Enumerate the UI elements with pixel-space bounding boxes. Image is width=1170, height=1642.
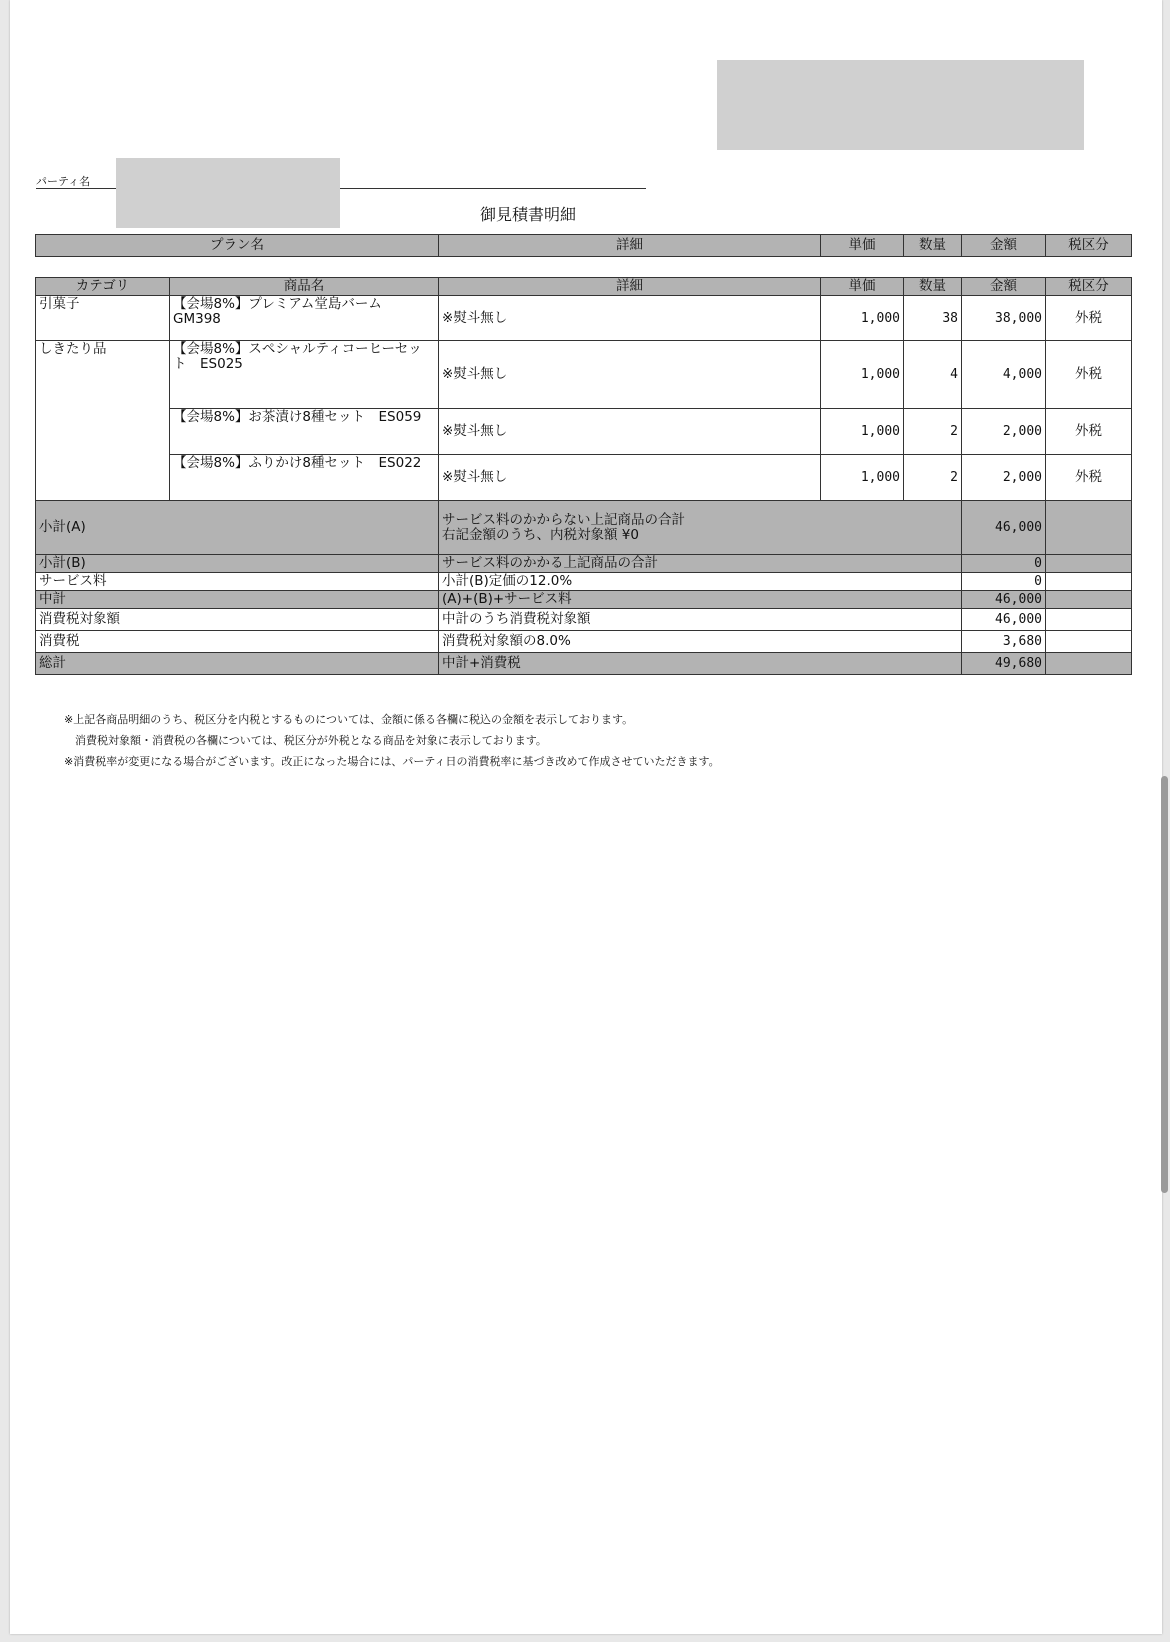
document-page: [10, 0, 1162, 1634]
summary-detail: 消費税対象額の8.0%: [439, 631, 962, 653]
summary-amount: 0: [962, 555, 1046, 573]
row-unit-price: 1,000: [821, 409, 904, 455]
row-qty: 2: [904, 409, 962, 455]
summary-tax-cell: [1046, 609, 1132, 631]
summary-row-midtotal: [36, 591, 1132, 609]
footnote: ※消費税率が変更になる場合がございます。改正になった場合には、パーティ日の消費税率に基づき改めて作成させていただきます。: [64, 755, 720, 768]
footnote: ※上記各商品明細のうち、税区分を内税とするものについては、金額に係る各欄に税込の金額を表示しております。: [64, 713, 634, 726]
row-unit-price: 1,000: [821, 296, 904, 341]
summary-amount: 3,680: [962, 631, 1046, 653]
table-row: [36, 409, 1132, 455]
summary-amount: 46,000: [962, 609, 1046, 631]
row-unit-price: 1,000: [821, 341, 904, 409]
item-header-tax: 税区分: [1046, 278, 1132, 296]
summary-amount: 0: [962, 573, 1046, 591]
summary-label: 小計(B): [36, 555, 439, 573]
row-tax-type: 外税: [1046, 455, 1132, 501]
summary-detail: [439, 501, 962, 555]
plan-header-amount: 金額: [962, 235, 1046, 257]
summary-row-taxable: [36, 609, 1132, 631]
summary-tax-cell: [1046, 631, 1132, 653]
summary-tax-cell: [1046, 573, 1132, 591]
summary-label: 消費税: [36, 631, 439, 653]
summary-label: サービス料: [36, 573, 439, 591]
summary-detail: (A)+(B)+サービス料: [439, 591, 962, 609]
plan-table: [35, 234, 1132, 257]
item-header-qty: 数量: [904, 278, 962, 296]
summary-row-total: [36, 653, 1132, 675]
vertical-scrollbar[interactable]: [1161, 776, 1168, 1193]
row-amount: 2,000: [962, 409, 1046, 455]
row-item-name: 【会場8%】お茶漬け8種セット ES059: [170, 409, 439, 455]
row-amount: 4,000: [962, 341, 1046, 409]
summary-tax-cell: [1046, 501, 1132, 555]
row-unit-price: 1,000: [821, 455, 904, 501]
row-qty: 2: [904, 455, 962, 501]
row-item-name: 【会場8%】スペシャルティコーヒーセット ES025: [170, 341, 439, 409]
summary-row-subtotal-a: [36, 501, 1132, 555]
summary-tax-cell: [1046, 591, 1132, 609]
item-header-category: カテゴリ: [36, 278, 170, 296]
table-row: [36, 341, 1132, 409]
document-title: 御見積書明細: [480, 205, 577, 224]
summary-amount: 46,000: [962, 501, 1046, 555]
summary-label: 消費税対象額: [36, 609, 439, 631]
row-category: 引菓子: [36, 296, 170, 341]
summary-tax-cell: [1046, 653, 1132, 675]
row-tax-type: 外税: [1046, 341, 1132, 409]
row-amount: 2,000: [962, 455, 1046, 501]
row-detail: ※熨斗無し: [439, 409, 821, 455]
redacted-party-name: [116, 158, 340, 228]
summary-amount: 49,680: [962, 653, 1046, 675]
plan-header-qty: 数量: [904, 235, 962, 257]
summary-label: 総計: [36, 653, 439, 675]
row-item-name: 【会場8%】ふりかけ8種セット ES022: [170, 455, 439, 501]
row-tax-type: 外税: [1046, 409, 1132, 455]
row-qty: 38: [904, 296, 962, 341]
table-row: [36, 296, 1132, 341]
summary-label: 小計(A): [36, 501, 439, 555]
item-header-amount: 金額: [962, 278, 1046, 296]
plan-header-detail: 詳細: [439, 235, 821, 257]
row-amount: 38,000: [962, 296, 1046, 341]
footnotes: [64, 709, 720, 772]
plan-header-tax: 税区分: [1046, 235, 1132, 257]
item-header-name: 商品名: [170, 278, 439, 296]
plan-header-unit-price: 単価: [821, 235, 904, 257]
row-category: しきたり品: [36, 341, 170, 501]
item-header-unit-price: 単価: [821, 278, 904, 296]
row-detail: ※熨斗無し: [439, 455, 821, 501]
summary-detail: サービス料のかかる上記商品の合計: [439, 555, 962, 573]
item-table: [35, 277, 1132, 675]
summary-detail: 小計(B)定価の12.0%: [439, 573, 962, 591]
item-header-detail: 詳細: [439, 278, 821, 296]
summary-amount: 46,000: [962, 591, 1046, 609]
summary-row-subtotal-b: [36, 555, 1132, 573]
row-detail: ※熨斗無し: [439, 341, 821, 409]
row-qty: 4: [904, 341, 962, 409]
summary-detail-line: サービス料のかからない上記商品の合計: [442, 511, 685, 528]
summary-detail: 中計+消費税: [439, 653, 962, 675]
plan-header-plan: プラン名: [36, 235, 439, 257]
row-tax-type: 外税: [1046, 296, 1132, 341]
redacted-block: [717, 60, 1084, 150]
summary-row-service-fee: [36, 573, 1132, 591]
footnote: 消費税対象額・消費税の各欄については、税区分が外税となる商品を対象に表示しております。: [64, 734, 547, 747]
summary-detail-line: 右記金額のうち、内税対象額 ¥0: [442, 526, 639, 543]
row-item-name: 【会場8%】プレミアム堂島バーム GM398: [170, 296, 439, 341]
summary-tax-cell: [1046, 555, 1132, 573]
table-row: [36, 455, 1132, 501]
summary-detail: 中計のうち消費税対象額: [439, 609, 962, 631]
summary-row-tax: [36, 631, 1132, 653]
row-detail: ※熨斗無し: [439, 296, 821, 341]
party-name-label: パーティ名: [36, 175, 91, 188]
summary-label: 中計: [36, 591, 439, 609]
